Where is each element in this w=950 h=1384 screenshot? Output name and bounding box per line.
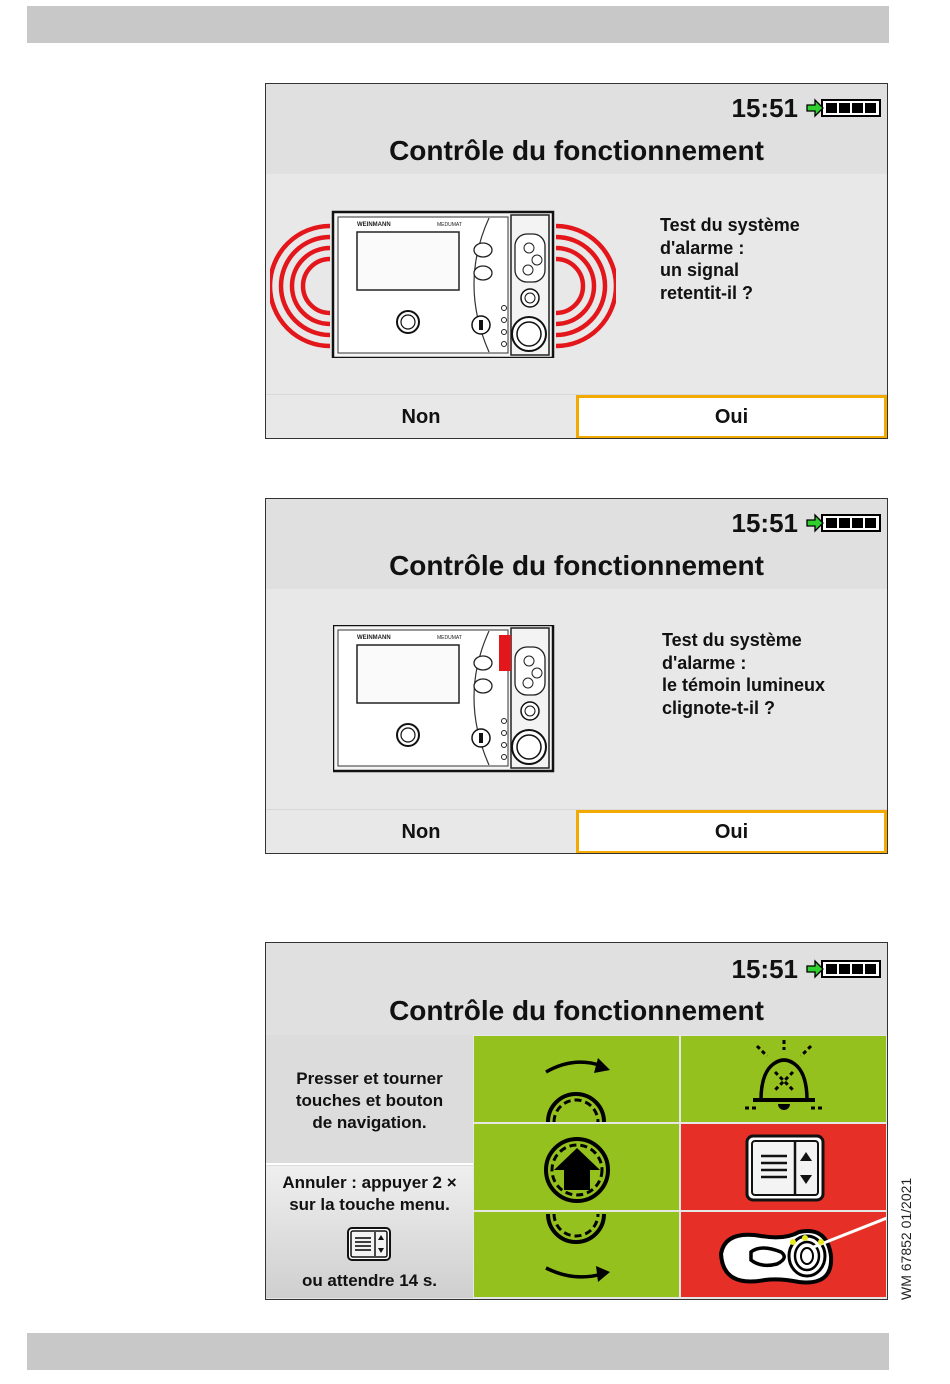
help-panel bbox=[266, 1035, 473, 1298]
prompt-text: Test du système d'alarme : le témoin lumineux clignote-t-il ? bbox=[662, 630, 826, 718]
top-header-bar bbox=[27, 6, 889, 43]
menu-key-icon bbox=[346, 1226, 392, 1262]
yes-button[interactable]: Oui bbox=[576, 395, 887, 439]
press-knob-tile[interactable] bbox=[473, 1123, 680, 1211]
cancel-panel bbox=[266, 1166, 473, 1298]
clock: 15:51 bbox=[731, 954, 798, 984]
battery-icon bbox=[806, 97, 882, 119]
rotate-right-icon bbox=[474, 1036, 680, 1123]
screen-title: Contrôle du fonctionnement bbox=[389, 550, 764, 581]
document-code: WM 67852 01/2021 bbox=[898, 1177, 914, 1300]
no-button[interactable]: Non bbox=[401, 821, 441, 843]
alarm-light-test-screen bbox=[265, 498, 888, 854]
yes-button[interactable]: Oui bbox=[576, 810, 887, 854]
screen-header bbox=[266, 943, 887, 1035]
menu-key-icon bbox=[681, 1124, 887, 1211]
rotate-left-tile[interactable] bbox=[473, 1211, 680, 1298]
battery-icon bbox=[806, 512, 882, 534]
battery-icon bbox=[806, 958, 882, 980]
device-with-sound-waves bbox=[270, 208, 616, 358]
screen-body bbox=[266, 174, 887, 394]
answer-buttons bbox=[266, 394, 887, 439]
no-button[interactable]: Non bbox=[401, 406, 441, 428]
bottom-footer-bar bbox=[27, 1333, 889, 1370]
mask-icon bbox=[681, 1212, 887, 1298]
screen-header bbox=[266, 499, 887, 589]
divider bbox=[266, 1163, 473, 1165]
mask-tile[interactable] bbox=[680, 1211, 887, 1298]
wait-instructions: ou attendre 14 s. bbox=[301, 1271, 438, 1290]
menu-key-tile[interactable] bbox=[680, 1123, 887, 1211]
clock: 15:51 bbox=[731, 93, 798, 123]
rotate-left-icon bbox=[474, 1212, 680, 1298]
navigation-grid bbox=[473, 1035, 887, 1298]
navigation-instructions: Presser et tourner touches et bouton de navigation. bbox=[295, 1069, 444, 1132]
screen-title: Contrôle du fonctionnement bbox=[389, 995, 764, 1026]
cancel-instructions: Annuler : appuyer 2 × sur la touche menu. bbox=[282, 1173, 457, 1214]
alarm-sound-test-screen bbox=[265, 83, 888, 439]
alarm-mute-tile[interactable] bbox=[680, 1035, 887, 1123]
prompt-text: Test du système d'alarme : un signal retentit-il ? bbox=[660, 215, 800, 303]
rotate-right-tile[interactable] bbox=[473, 1035, 680, 1123]
alarm-mute-icon bbox=[681, 1036, 887, 1123]
device-with-warning-light bbox=[333, 625, 557, 775]
navigation-help-screen bbox=[265, 942, 888, 1300]
warning-light-icon bbox=[499, 635, 511, 671]
screen-title: Contrôle du fonctionnement bbox=[389, 135, 764, 166]
press-knob-icon bbox=[474, 1124, 680, 1211]
screen-header bbox=[266, 84, 887, 174]
screen-body bbox=[266, 589, 887, 809]
clock: 15:51 bbox=[731, 508, 798, 538]
answer-buttons bbox=[266, 809, 887, 854]
